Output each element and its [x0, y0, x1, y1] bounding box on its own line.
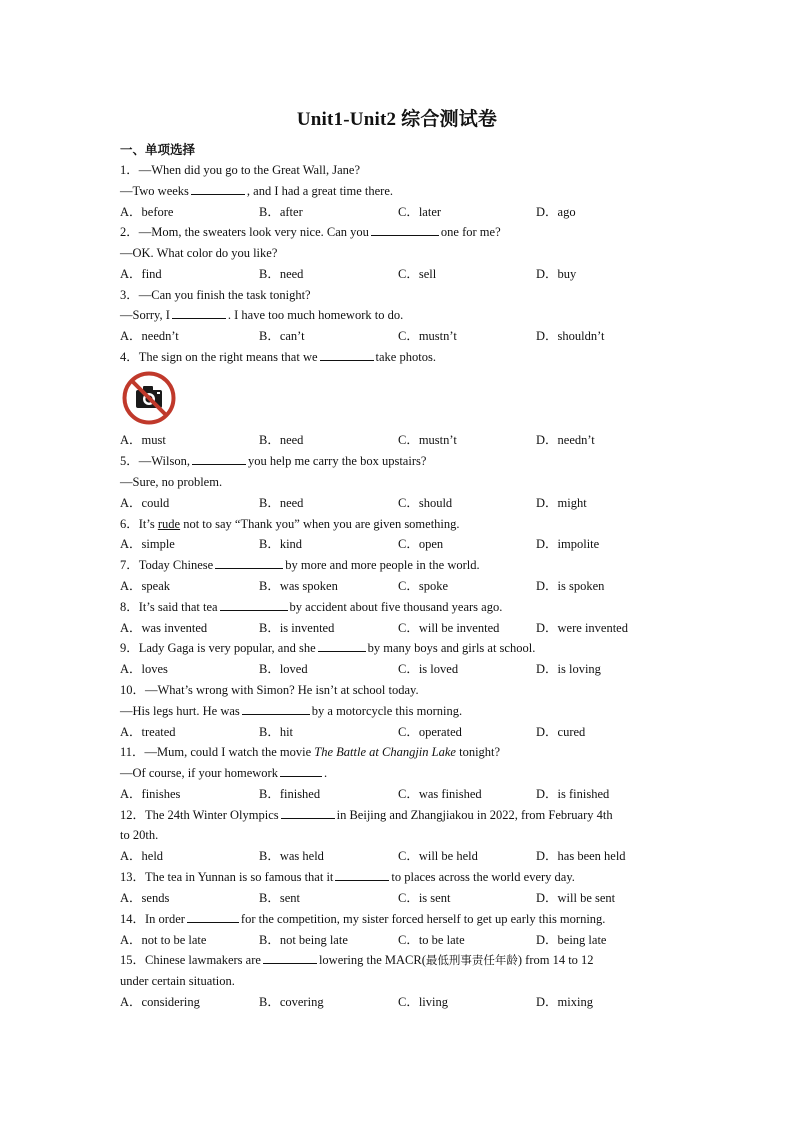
option-b[interactable]: B．can’t — [259, 329, 305, 343]
option-c[interactable]: C．spoke — [398, 579, 449, 593]
option-c[interactable]: C．is sent — [398, 891, 451, 905]
q2-stem: 2．—Mom, the sweaters look very nice. Can you one for me? — [120, 225, 501, 239]
section-heading: 一、单项选择 — [120, 142, 196, 157]
option-b[interactable]: B．sent — [259, 891, 300, 905]
q11-stem: 11．—Mum, could I watch the movie The Battle at Changjin Lake tonight? — [120, 745, 501, 759]
q7-stem: 7．Today Chinese by more and more people in the world. — [120, 558, 480, 572]
q5-stem: 5．—Wilson, you help me carry the box upstairs? — [120, 454, 427, 468]
option-a[interactable]: A．find — [120, 267, 162, 281]
q9-stem: 9．Lady Gaga is very popular, and she by many boys and girls at school. — [120, 641, 536, 655]
option-d[interactable]: D．impolite — [536, 537, 600, 551]
option-b[interactable]: B．need — [259, 433, 304, 447]
q3-stem: 3．—Can you finish the task tonight? — [120, 288, 311, 302]
option-d[interactable]: D．is loving — [536, 662, 601, 676]
option-a[interactable]: A．needn’t — [120, 329, 179, 343]
option-d[interactable]: D．mixing — [536, 995, 593, 1009]
option-c[interactable]: C．open — [398, 537, 444, 551]
option-d[interactable]: D．buy — [536, 267, 577, 281]
option-c[interactable]: C．mustn’t — [398, 433, 457, 447]
page-title: Unit1-Unit2 综合测试卷 — [296, 109, 498, 130]
option-c[interactable]: C．to be late — [398, 933, 465, 947]
option-a[interactable]: A．not to be late — [120, 933, 207, 947]
option-a[interactable]: A．before — [120, 205, 174, 219]
answer-blank[interactable] — [281, 807, 335, 819]
answer-blank[interactable] — [371, 224, 439, 236]
option-d[interactable]: D．will be sent — [536, 891, 616, 905]
q13-stem: 13．The tea in Yunnan is so famous that it to places across the world every day. — [120, 870, 575, 884]
option-a[interactable]: A．held — [120, 849, 164, 863]
option-a[interactable]: A．sends — [120, 891, 170, 905]
answer-blank[interactable] — [172, 307, 226, 319]
q12-stem-cont: to 20th. — [120, 828, 159, 842]
option-b[interactable]: B．finished — [259, 787, 321, 801]
answer-blank[interactable] — [220, 599, 288, 611]
option-d[interactable]: D．might — [536, 496, 587, 510]
option-a[interactable]: A．simple — [120, 537, 175, 551]
answer-blank[interactable] — [242, 703, 310, 715]
answer-blank[interactable] — [318, 640, 366, 652]
answer-blank[interactable] — [263, 952, 317, 964]
option-b[interactable]: B．loved — [259, 662, 308, 676]
option-b[interactable]: B．not being late — [259, 933, 348, 947]
answer-blank[interactable] — [215, 557, 283, 569]
option-d[interactable]: D．shouldn’t — [536, 329, 605, 343]
option-c[interactable]: C．later — [398, 205, 442, 219]
option-b[interactable]: B．was spoken — [259, 579, 338, 593]
q2-reply: —OK. What color do you like? — [120, 246, 278, 260]
q1-stem: 1．—When did you go to the Great Wall, Jane? — [120, 163, 361, 177]
option-c[interactable]: C．will be invented — [398, 621, 500, 635]
option-b[interactable]: B．kind — [259, 537, 303, 551]
option-a[interactable]: A．could — [120, 496, 170, 510]
movie-title: The Battle at Changjin Lake — [314, 745, 456, 759]
option-d[interactable]: D．being late — [536, 933, 607, 947]
option-d[interactable]: D．is spoken — [536, 579, 605, 593]
option-c[interactable]: C．sell — [398, 267, 437, 281]
option-a[interactable]: A．was invented — [120, 621, 208, 635]
option-b[interactable]: B．is invented — [259, 621, 335, 635]
option-a[interactable]: A．considering — [120, 995, 200, 1009]
option-c[interactable]: C．living — [398, 995, 449, 1009]
q6-stem: 6．It’s rude not to say “Thank you” when you are given something. — [120, 517, 460, 531]
answer-blank[interactable] — [187, 911, 239, 923]
option-b[interactable]: B．need — [259, 496, 304, 510]
option-b[interactable]: B．was held — [259, 849, 324, 863]
q10-reply: —His legs hurt. He was by a motorcycle this morning. — [120, 704, 463, 718]
option-c[interactable]: C．will be held — [398, 849, 478, 863]
q8-stem: 8．It’s said that tea by accident about five thousand years ago. — [120, 600, 503, 614]
option-d[interactable]: D．needn’t — [536, 433, 595, 447]
option-c[interactable]: C．operated — [398, 725, 462, 739]
option-c[interactable]: C．mustn’t — [398, 329, 457, 343]
option-a[interactable]: A．treated — [120, 725, 176, 739]
q14-stem: 14．In order for the competition, my sister forced herself to get up early this morning. — [120, 912, 606, 926]
option-c[interactable]: C．should — [398, 496, 453, 510]
option-b[interactable]: B．hit — [259, 725, 294, 739]
option-d[interactable]: D．has been held — [536, 849, 626, 863]
q15-stem-cont: under certain situation. — [120, 974, 235, 988]
q15-stem: 15．Chinese lawmakers are lowering the MACR(最低刑事责任年龄) from 14 to 12 — [120, 953, 594, 967]
option-c[interactable]: C．was finished — [398, 787, 482, 801]
underlined-word: rude — [157, 517, 181, 531]
option-d[interactable]: D．were invented — [536, 621, 628, 635]
option-b[interactable]: B．need — [259, 267, 304, 281]
q5-reply: —Sure, no problem. — [120, 475, 223, 489]
option-a[interactable]: A．finishes — [120, 787, 181, 801]
option-d[interactable]: D．is finished — [536, 787, 610, 801]
option-b[interactable]: B．after — [259, 205, 303, 219]
option-a[interactable]: A．speak — [120, 579, 170, 593]
q4-stem: 4．The sign on the right means that we take photos. — [120, 350, 436, 364]
option-a[interactable]: A．loves — [120, 662, 168, 676]
q11-reply: —Of course, if your homework . — [120, 766, 328, 780]
answer-blank[interactable] — [280, 765, 322, 777]
answer-blank[interactable] — [192, 453, 246, 465]
answer-blank[interactable] — [191, 183, 245, 195]
q10-stem: 10．—What’s wrong with Simon? He isn’t at school today. — [120, 683, 419, 697]
option-b[interactable]: B．covering — [259, 995, 324, 1009]
option-d[interactable]: D．cured — [536, 725, 586, 739]
q3-reply: —Sorry, I . I have too much homework to do. — [120, 308, 404, 322]
no-camera-sign-icon — [121, 370, 177, 426]
q12-stem: 12．The 24th Winter Olympics in Beijing and Zhangjiakou in 2022, from February 4th — [120, 808, 613, 822]
option-a[interactable]: A．must — [120, 433, 166, 447]
option-d[interactable]: D．ago — [536, 205, 576, 219]
option-c[interactable]: C．is loved — [398, 662, 459, 676]
answer-blank[interactable] — [320, 349, 374, 361]
q1-reply: —Two weeks , and I had a great time there. — [120, 184, 394, 198]
answer-blank[interactable] — [335, 869, 389, 881]
